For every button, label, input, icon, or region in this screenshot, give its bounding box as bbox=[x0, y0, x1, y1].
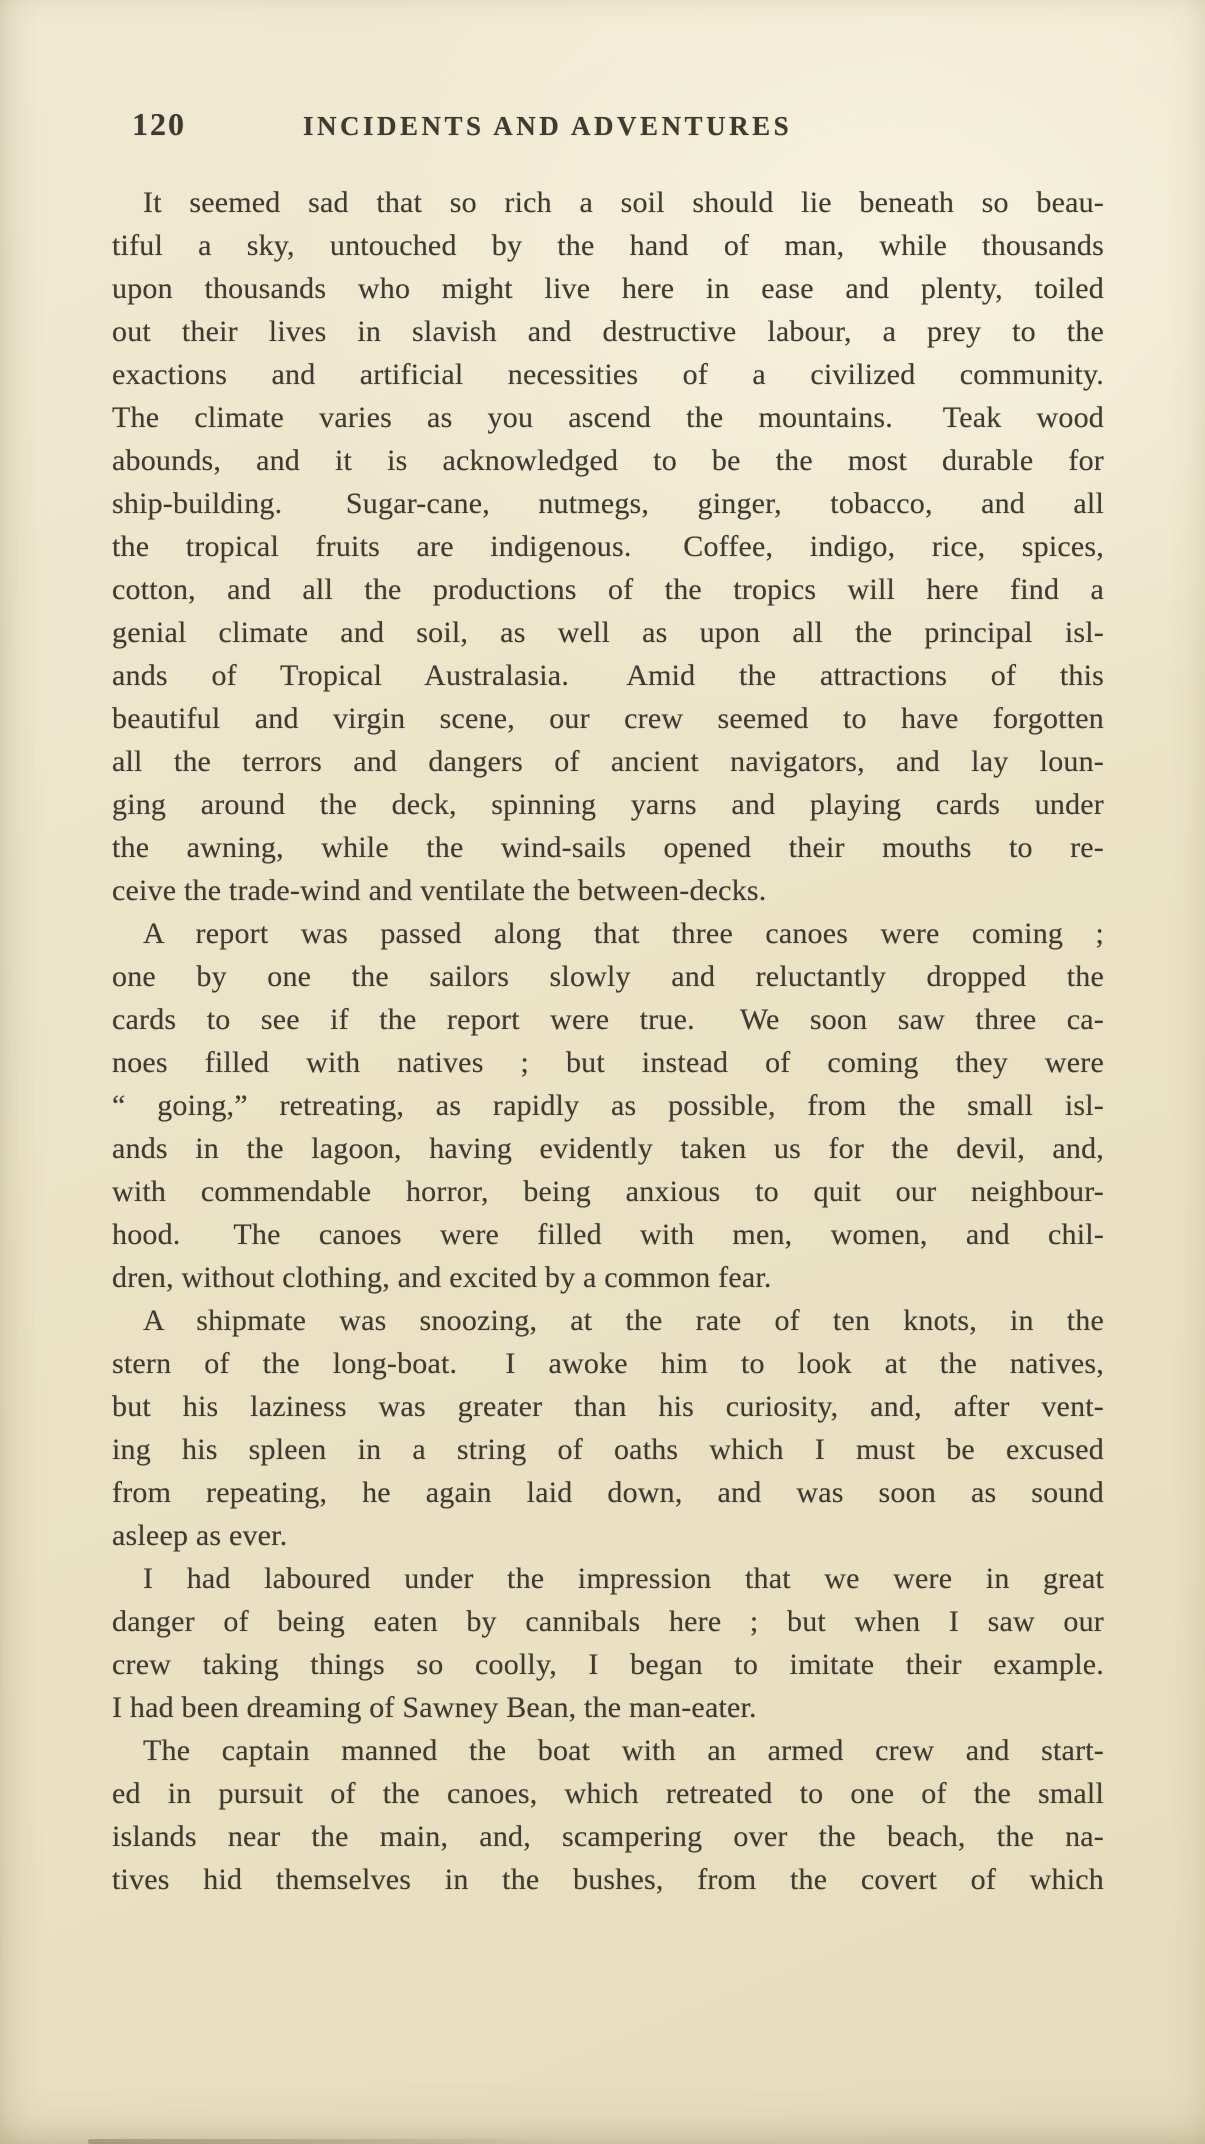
text-line: one by one the sailors slowly and reluctantly dropped the bbox=[112, 960, 1104, 993]
text-line: danger of being eaten by cannibals here ; but when I saw our bbox=[112, 1605, 1104, 1638]
running-title: INCIDENTS AND ADVENTURES bbox=[303, 111, 793, 141]
text-line: asleep as ever. bbox=[112, 1519, 288, 1552]
text-line: A report was passed along that three canoes were coming ; bbox=[143, 917, 1104, 950]
text-line: but his laziness was greater than his curiosity, and, after vent- bbox=[112, 1390, 1104, 1423]
text-line: genial climate and soil, as well as upon all the principal isl- bbox=[112, 616, 1104, 649]
text-line: exactions and artificial necessities of a civilized community. bbox=[112, 358, 1104, 391]
text-line: crew taking things so coolly, I began to imitate their example. bbox=[112, 1648, 1104, 1681]
paragraph-5 bbox=[112, 1729, 1104, 1901]
text-line: the tropical fruits are indigenous. Coffee, indigo, rice, spices, bbox=[112, 530, 1104, 563]
text-line: I had been dreaming of Sawney Bean, the man-eater. bbox=[112, 1691, 757, 1724]
text-line: ed in pursuit of the canoes, which retreated to one of the small bbox=[112, 1777, 1104, 1810]
text-line: ceive the trade-wind and ventilate the between-decks. bbox=[112, 874, 767, 907]
text-line: noes filled with natives ; but instead of coming they were bbox=[112, 1046, 1104, 1079]
text-line: upon thousands who might live here in ease and plenty, toiled bbox=[112, 272, 1104, 305]
page-text bbox=[112, 181, 1104, 1901]
text-line: islands near the main, and, scampering over the beach, the na- bbox=[112, 1820, 1104, 1853]
text-line: The climate varies as you ascend the mountains. Teak wood bbox=[112, 401, 1104, 434]
paragraph-3 bbox=[112, 1299, 1104, 1557]
page-edge-shadow bbox=[88, 2139, 558, 2144]
text-line: all the terrors and dangers of ancient navigators, and lay loun- bbox=[112, 745, 1104, 778]
text-line: stern of the long-boat. I awoke him to look at the natives, bbox=[112, 1347, 1104, 1380]
paragraph-4 bbox=[112, 1557, 1104, 1729]
text-line: “ going,” retreating, as rapidly as possible, from the small isl- bbox=[112, 1089, 1104, 1122]
text-line: A shipmate was snoozing, at the rate of ten knots, in the bbox=[143, 1304, 1104, 1337]
text-line: ands in the lagoon, having evidently taken us for the devil, and, bbox=[112, 1132, 1104, 1165]
text-line: ands of Tropical Australasia. Amid the attractions of this bbox=[112, 659, 1104, 692]
text-line: beautiful and virgin scene, our crew seemed to have forgotten bbox=[112, 702, 1104, 735]
text-line: It seemed sad that so rich a soil should lie beneath so beau- bbox=[143, 186, 1104, 219]
text-line: the awning, while the wind-sails opened their mouths to re- bbox=[112, 831, 1104, 864]
text-line: out their lives in slavish and destructive labour, a prey to the bbox=[112, 315, 1104, 348]
paragraph-2 bbox=[112, 912, 1104, 1299]
text-line: cotton, and all the productions of the tropics will here find a bbox=[112, 573, 1104, 606]
text-line: ship-building. Sugar-cane, nutmegs, ginger, tobacco, and all bbox=[112, 487, 1104, 520]
text-line: The captain manned the boat with an armed crew and start- bbox=[143, 1734, 1104, 1767]
text-line: abounds, and it is acknowledged to be the most durable for bbox=[112, 444, 1104, 477]
page-number: 120 bbox=[132, 106, 186, 142]
text-line: from repeating, he again laid down, and was soon as sound bbox=[112, 1476, 1104, 1509]
paragraph-1 bbox=[112, 181, 1104, 912]
text-line: dren, without clothing, and excited by a common fear. bbox=[112, 1261, 772, 1294]
text-line: hood. The canoes were filled with men, women, and chil- bbox=[112, 1218, 1104, 1251]
text-line: I had laboured under the impression that we were in great bbox=[143, 1562, 1104, 1595]
text-line: ing his spleen in a string of oaths which I must be excused bbox=[112, 1433, 1104, 1466]
text-line: tiful a sky, untouched by the hand of man, while thousands bbox=[112, 229, 1104, 262]
text-line: cards to see if the report were true. We soon saw three ca- bbox=[112, 1003, 1104, 1036]
text-line: ging around the deck, spinning yarns and playing cards under bbox=[112, 788, 1104, 821]
text-line: tives hid themselves in the bushes, from the covert of which bbox=[112, 1863, 1104, 1896]
page-header bbox=[0, 106, 1205, 152]
text-line: with commendable horror, being anxious to quit our neighbour- bbox=[112, 1175, 1104, 1208]
